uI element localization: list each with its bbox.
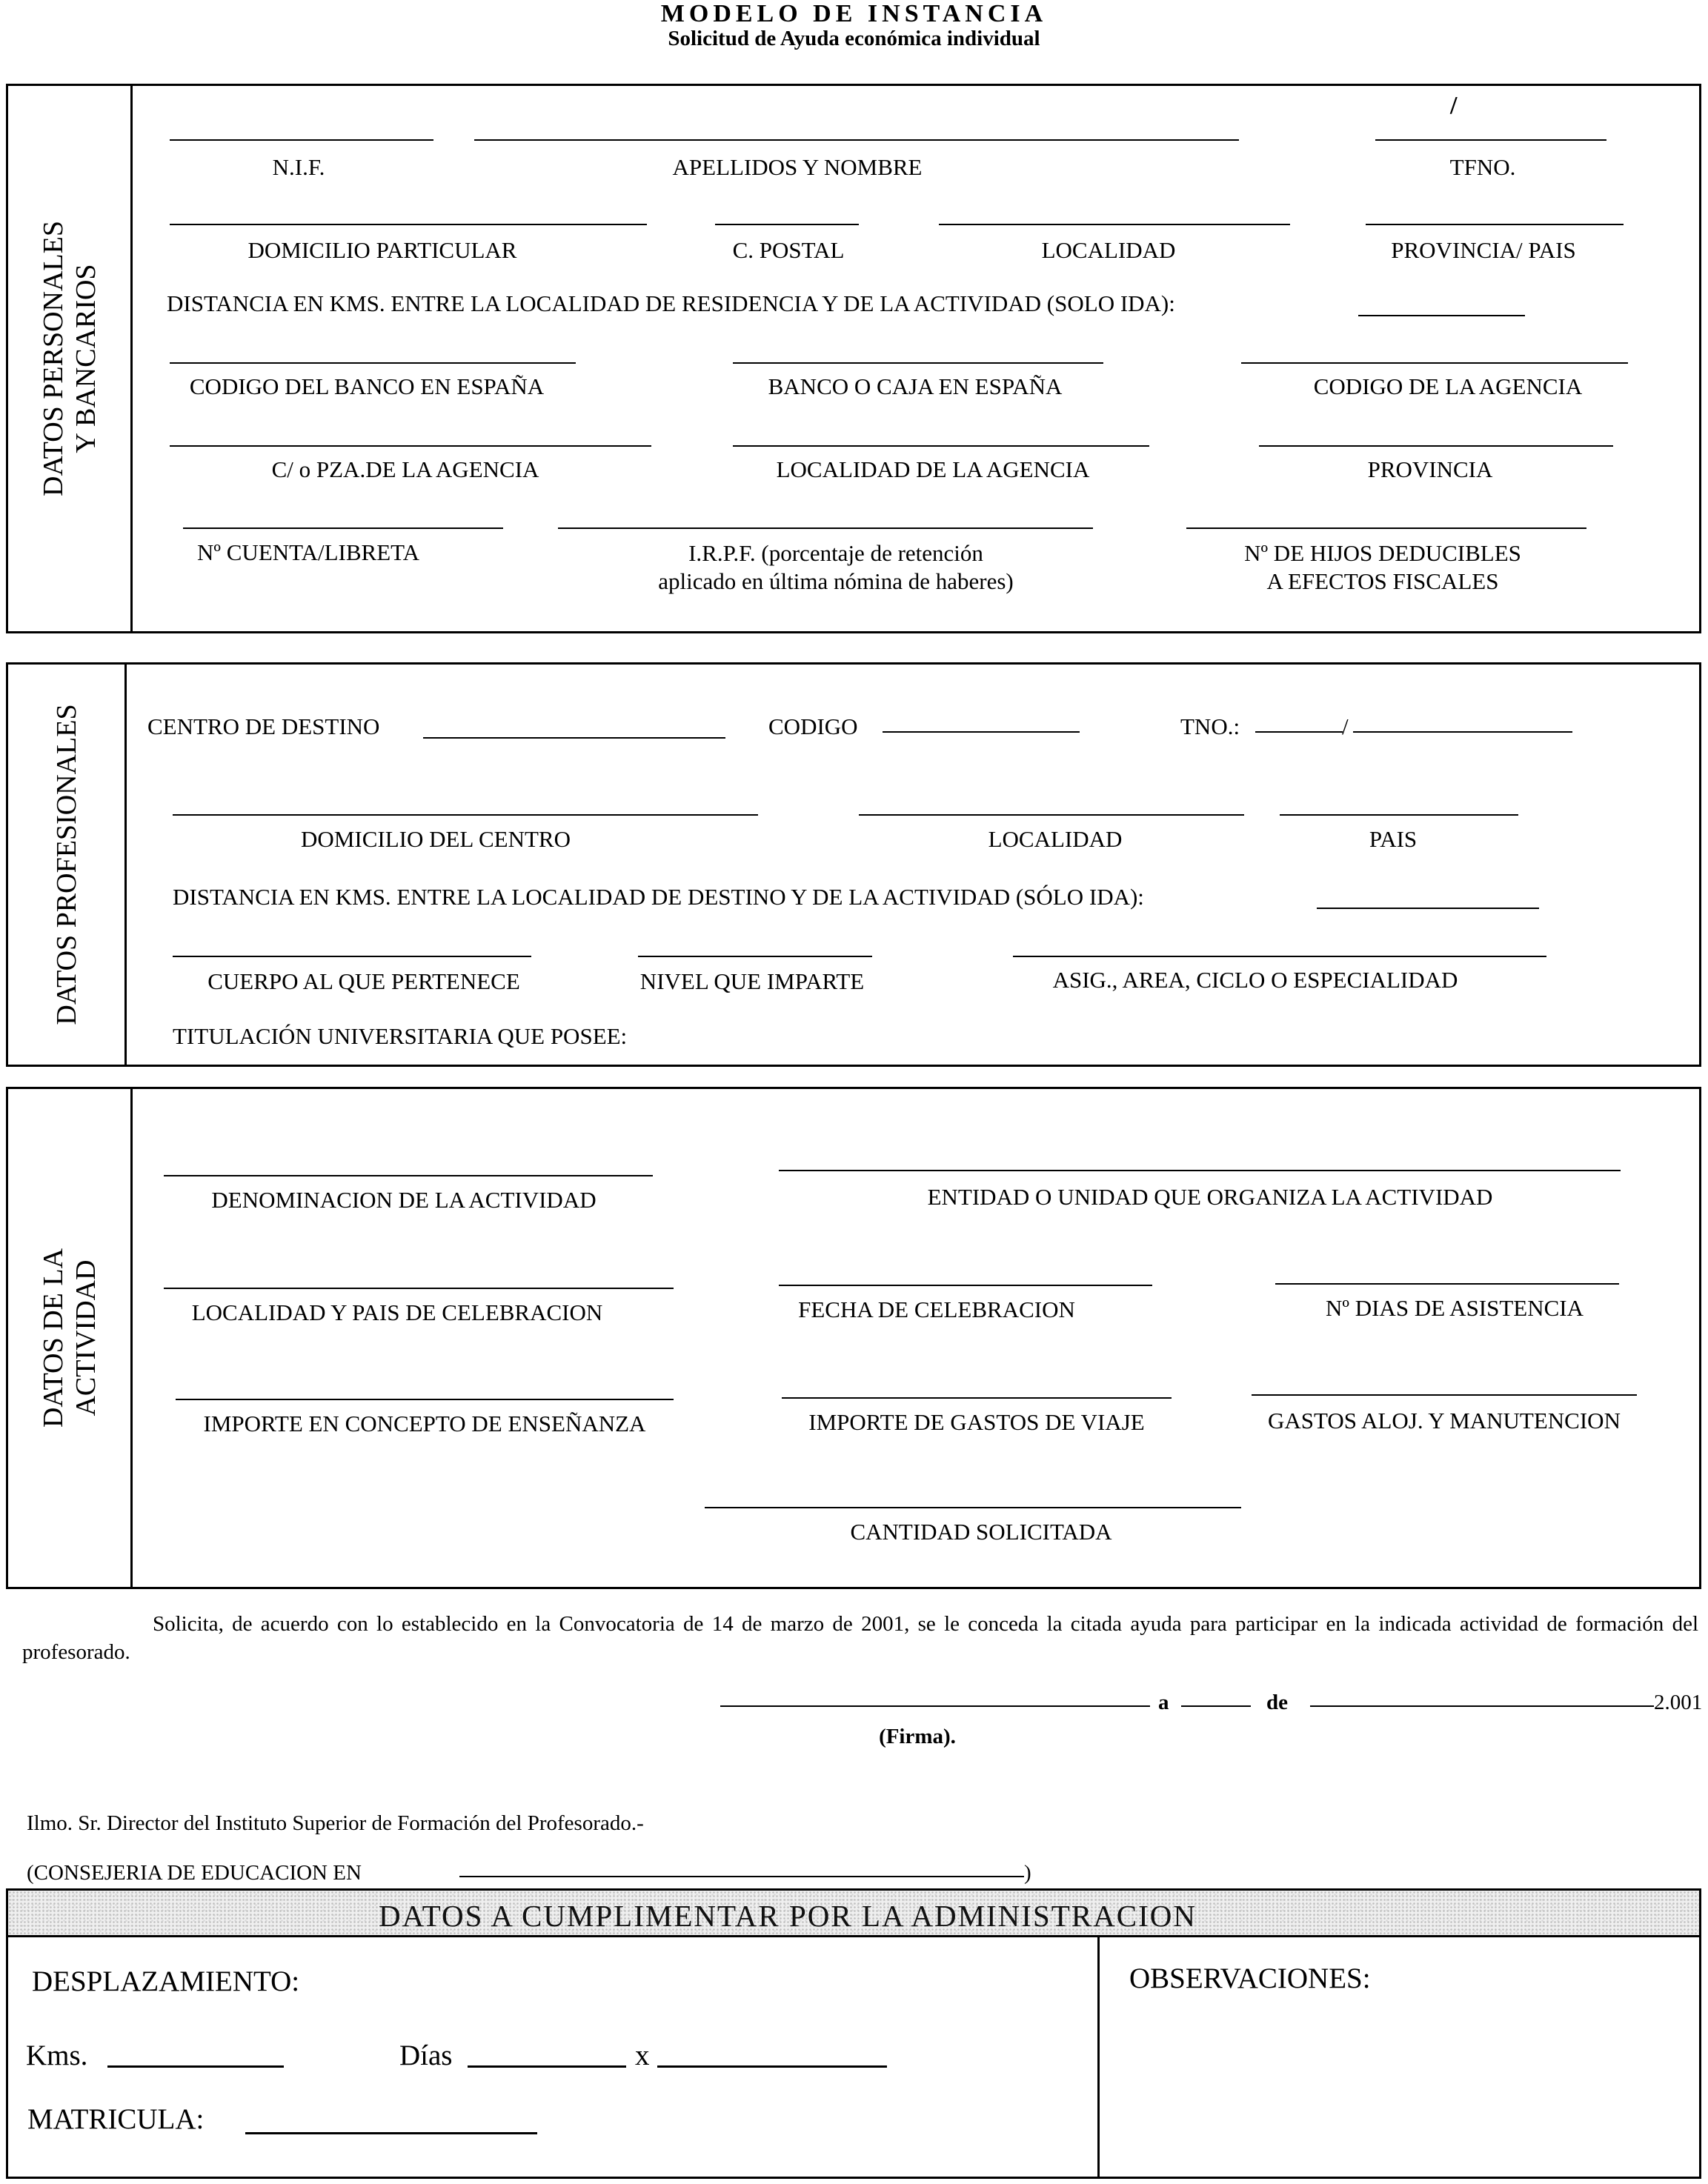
- tfno-field[interactable]: [1375, 139, 1606, 141]
- localidad-label: LOCALIDAD: [1041, 237, 1176, 263]
- tno-centro-slash: /: [1342, 713, 1349, 739]
- section-admin: [6, 1888, 1701, 2179]
- nivel-field[interactable]: [638, 956, 872, 957]
- tno-centro-field[interactable]: [1353, 731, 1572, 733]
- observaciones-label: OBSERVACIONES:: [1129, 1962, 1371, 1994]
- consejeria-close: ): [1024, 1861, 1031, 1885]
- gastos-aloj-label: GASTOS ALOJ. Y MANUTENCION: [1268, 1408, 1621, 1434]
- firma-dia-field[interactable]: [1181, 1705, 1251, 1707]
- asig-label: ASIG., AREA, CICLO O ESPECIALIDAD: [1052, 967, 1458, 993]
- titulacion-label: TITULACIÓN UNIVERSITARIA QUE POSEE:: [173, 1023, 628, 1049]
- section-profesional: [6, 662, 1701, 1067]
- localidad-pais-field[interactable]: [164, 1288, 674, 1289]
- centro-label: CENTRO DE DESTINO: [147, 713, 380, 739]
- admin-title: DATOS A CUMPLIMENTAR POR LA ADMINISTRACION: [379, 1899, 1197, 1933]
- firma-year: 2.001: [1654, 1691, 1703, 1714]
- section-actividad-sidebar: [8, 1089, 133, 1587]
- desplazamiento-label: DESPLAZAMIENTO:: [32, 1965, 300, 1997]
- matricula-label: MATRICULA:: [27, 2103, 205, 2135]
- cpostal-label: C. POSTAL: [732, 237, 845, 263]
- calle-agencia-label: C/ o PZA.DE LA AGENCIA: [271, 456, 539, 482]
- denominacion-label: DENOMINACION DE LA ACTIVIDAD: [211, 1187, 597, 1213]
- section-personal-sidebar: [8, 86, 133, 631]
- matricula-field[interactable]: [245, 2132, 537, 2134]
- entidad-field[interactable]: [779, 1170, 1621, 1171]
- provincia-pais-label: PROVINCIA/ PAIS: [1391, 237, 1576, 263]
- entidad-label: ENTIDAD O UNIDAD QUE ORGANIZA LA ACTIVIDAD: [927, 1184, 1493, 1210]
- nivel-label: NIVEL QUE IMPARTE: [639, 968, 865, 994]
- gastos-aloj-field[interactable]: [1252, 1394, 1637, 1396]
- codigo-centro-field[interactable]: [883, 731, 1080, 733]
- firma-mes-field[interactable]: [1310, 1705, 1654, 1707]
- hijos-field[interactable]: [1186, 527, 1586, 529]
- cantidad-field[interactable]: [705, 1507, 1241, 1508]
- kms-field[interactable]: [107, 2065, 284, 2068]
- hijos-label: Nº DE HIJOS DEDUCIBLES A EFECTOS FISCALES: [1244, 540, 1521, 594]
- dias-label: Nº DIAS DE ASISTENCIA: [1325, 1295, 1584, 1321]
- tfno-label: TFNO.: [1449, 154, 1516, 180]
- provincia-agencia-label: PROVINCIA: [1367, 456, 1493, 482]
- banco-caja-label: BANCO O CAJA EN ESPAÑA: [768, 373, 1063, 399]
- localidad-centro-field[interactable]: [859, 814, 1244, 816]
- apellidos-field[interactable]: [474, 139, 1239, 141]
- cuenta-label: Nº CUENTA/LIBRETA: [197, 539, 419, 565]
- section-actividad: [6, 1087, 1701, 1589]
- localidad-agencia-label: LOCALIDAD DE LA AGENCIA: [776, 456, 1090, 482]
- document-title: MODELO DE INSTANCIA: [660, 0, 1048, 27]
- apellidos-label: APELLIDOS Y NOMBRE: [672, 154, 923, 180]
- cuerpo-label: CUERPO AL QUE PERTENECE: [207, 968, 520, 994]
- admin-header: [8, 1891, 1699, 1937]
- pais-centro-label: PAIS: [1369, 826, 1418, 852]
- importe-viaje-label: IMPORTE DE GASTOS DE VIAJE: [808, 1409, 1145, 1435]
- codigo-banco-label: CODIGO DEL BANCO EN ESPAÑA: [189, 373, 545, 399]
- firma-a-label: a: [1158, 1691, 1169, 1714]
- codigo-agencia-field[interactable]: [1241, 362, 1628, 364]
- localidad-field[interactable]: [939, 224, 1290, 225]
- importe-ensenanza-label: IMPORTE EN CONCEPTO DE ENSEÑANZA: [203, 1411, 646, 1436]
- domicilio-centro-field[interactable]: [173, 814, 758, 816]
- calle-agencia-field[interactable]: [170, 445, 651, 447]
- distancia-residencia-field[interactable]: [1358, 315, 1525, 316]
- dias-admin-field[interactable]: [468, 2065, 626, 2068]
- importe-viaje-field[interactable]: [782, 1397, 1172, 1399]
- importe-ensenanza-field[interactable]: [176, 1399, 674, 1400]
- codigo-agencia-label: CODIGO DE LA AGENCIA: [1313, 373, 1583, 399]
- distancia-residencia-label: DISTANCIA EN KMS. ENTRE LA LOCALIDAD DE RESIDENCIA Y DE LA ACTIVIDAD (SOLO IDA):: [167, 290, 1175, 316]
- fecha-field[interactable]: [779, 1285, 1152, 1286]
- tno-prefix-field[interactable]: [1255, 731, 1343, 733]
- cuerpo-field[interactable]: [173, 956, 531, 957]
- section-personal-label: DATOS PERSONALES Y BANCARIOS: [37, 221, 102, 496]
- distancia-destino-field[interactable]: [1317, 908, 1539, 909]
- solicitud-text: Solicita, de acuerdo con lo establecido en la Convocatoria de 14 de marzo de 2001, se le conceda la citada ayuda para participar en la indicada actividad de formación del profesorado.: [22, 1612, 1698, 1664]
- admin-divider: [1097, 1937, 1100, 2177]
- document-subtitle: Solicitud de Ayuda económica individual: [668, 27, 1040, 50]
- section-profesional-label: DATOS PROFESIONALES: [50, 704, 82, 1025]
- section-personal: [6, 84, 1701, 633]
- localidad-pais-label: LOCALIDAD Y PAIS DE CELEBRACION: [191, 1299, 603, 1325]
- kms-label: Kms.: [26, 2040, 88, 2071]
- localidad-agencia-field[interactable]: [733, 445, 1149, 447]
- asig-field[interactable]: [1013, 956, 1546, 957]
- consejeria-field[interactable]: [459, 1876, 1024, 1877]
- codigo-banco-field[interactable]: [170, 362, 576, 364]
- codigo-centro-label: CODIGO: [768, 713, 858, 739]
- distancia-destino-label: DISTANCIA EN KMS. ENTRE LA LOCALIDAD DE DESTINO Y DE LA ACTIVIDAD (SÓLO IDA):: [173, 884, 1144, 910]
- cpostal-field[interactable]: [715, 224, 859, 225]
- dias-admin-label: Días: [399, 2040, 453, 2071]
- nif-field[interactable]: [170, 139, 433, 141]
- consejeria-label: (CONSEJERIA DE EDUCACION EN: [27, 1861, 362, 1885]
- destinatario-text: Ilmo. Sr. Director del Instituto Superior de Formación del Profesorado.-: [27, 1811, 644, 1835]
- irpf-label: I.R.P.F. (porcentaje de retención aplicado en última nómina de haberes): [658, 540, 1014, 594]
- phone-slash: /: [1450, 92, 1458, 119]
- tno-centro-label: TNO.:: [1180, 713, 1240, 739]
- fecha-label: FECHA DE CELEBRACION: [798, 1296, 1075, 1322]
- localidad-centro-label: LOCALIDAD: [988, 826, 1123, 852]
- cuenta-field[interactable]: [183, 527, 503, 529]
- provincia-agencia-field[interactable]: [1259, 445, 1613, 447]
- banco-caja-field[interactable]: [733, 362, 1103, 364]
- pais-centro-field[interactable]: [1280, 814, 1518, 816]
- provincia-pais-field[interactable]: [1366, 224, 1624, 225]
- importe-admin-field[interactable]: [657, 2065, 887, 2068]
- irpf-field[interactable]: [558, 527, 1093, 529]
- firma-label: (Firma).: [879, 1725, 956, 1748]
- cantidad-label: CANTIDAD SOLICITADA: [850, 1519, 1112, 1545]
- section-actividad-label: DATOS DE LA ACTIVIDAD: [37, 1248, 102, 1428]
- multiply-label: x: [635, 2040, 650, 2071]
- section-profesional-sidebar: [8, 665, 127, 1065]
- firma-de-label: de: [1266, 1691, 1288, 1714]
- domicilio-label: DOMICILIO PARTICULAR: [247, 237, 517, 263]
- centro-field[interactable]: [423, 737, 725, 739]
- domicilio-field[interactable]: [170, 224, 647, 225]
- dias-field[interactable]: [1275, 1283, 1619, 1285]
- firma-lugar-field[interactable]: [720, 1705, 1150, 1707]
- domicilio-centro-label: DOMICILIO DEL CENTRO: [301, 826, 571, 852]
- nif-label: N.I.F.: [272, 154, 325, 180]
- denominacion-field[interactable]: [164, 1175, 653, 1176]
